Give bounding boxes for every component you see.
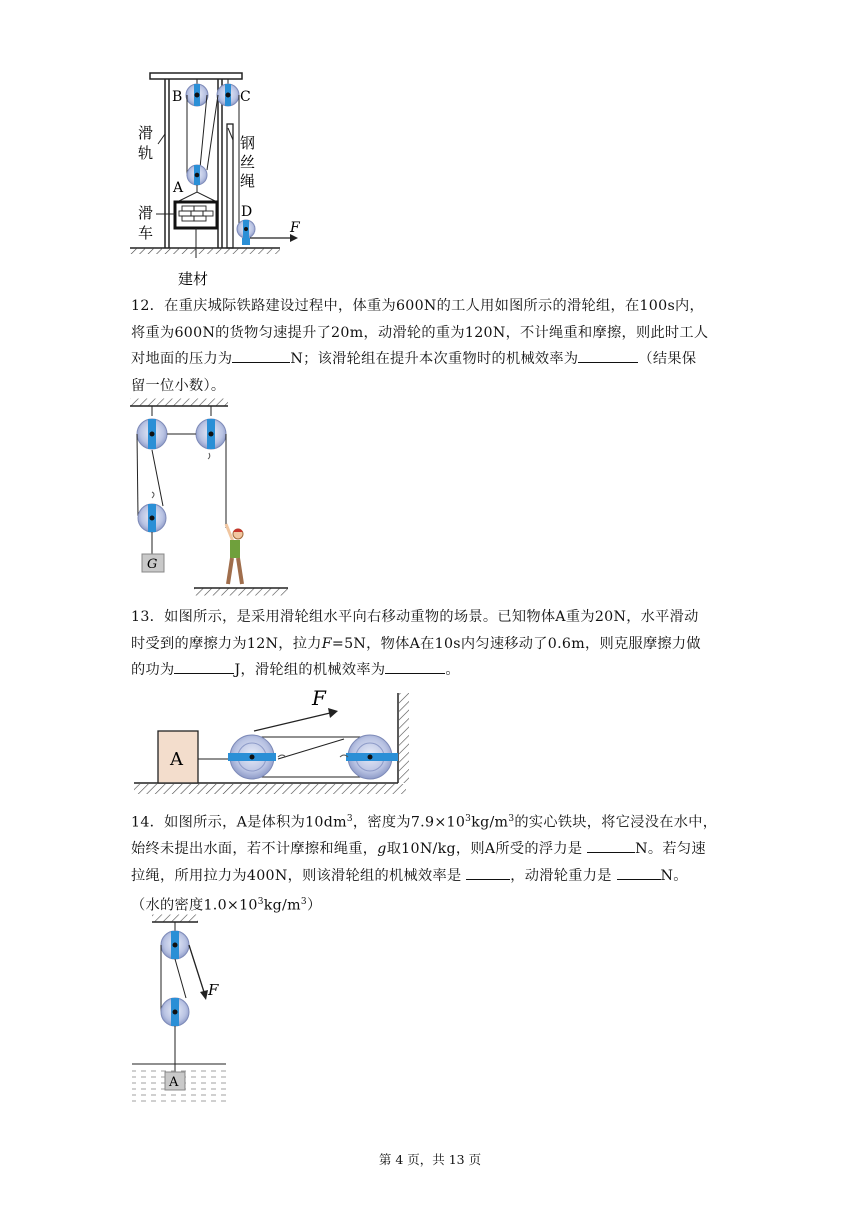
worker-figure [226,524,243,584]
force-f-label: F [312,686,326,710]
label-b: B [172,89,183,105]
weight-g-label: G [147,557,158,572]
label-f: F [290,220,300,236]
label-car-1: 滑 [138,204,154,222]
label-material: 建材 [178,270,209,288]
answer-blank-pulley-weight[interactable] [617,864,661,880]
answer-blank-efficiency-14[interactable] [466,864,510,880]
figure-q11-elevator-pulley [130,68,330,290]
figure-q12-worker-pulley [130,398,300,600]
question-12 [131,293,731,399]
label-rail-1: 滑 [138,124,154,142]
answer-blank-efficiency-13[interactable] [385,658,445,674]
block-a-label: A [170,749,183,770]
q12-line4: 留一位小数）。 [131,377,226,394]
page-footer: 第 4 页，共 13 页 [378,1152,482,1167]
q13-line2: 时受到的摩擦力为12N，拉力F=5N，物体A在10s内匀速移动了0.6m，则克服摩擦力做 [131,635,701,652]
q14-line2: 始终未提出水面，若不计摩擦和绳重，g取10N/kg，则A所受的浮力是 N。若匀速 [131,836,731,863]
q14-line3: 拉绳，所用拉力为400N，则该滑轮组的机械效率是 ，动滑轮重力是 N。 [131,863,731,890]
q14-line4: （水的密度$1.0\times 10^3kg/m^3$） [131,897,322,914]
q12-line2: 将重为600N的货物匀速提升了20m，动滑轮的重为120N，不计绳重和摩擦，则此时工人 [131,324,709,341]
label-c: C [240,89,251,105]
label-rail-2: 轨 [138,144,154,162]
q13-line3: 的功为 J，滑轮组的机械效率为 。 [131,657,731,684]
question-14 [131,806,731,919]
label-wire-1: 钢 [240,134,256,152]
answer-blank-pressure[interactable] [232,347,290,363]
q12-line1: 12．在重庆城际铁路建设过程中，体重为600N的工人用如图所示的滑轮组，在100s内， [131,298,704,314]
q12-line3: 对地面的压力为 N；该滑轮组在提升本次重物时的机械效率为 （结果保 [131,346,731,373]
answer-blank-buoyancy[interactable] [587,837,635,853]
label-car-2: 车 [138,224,154,242]
question-13 [131,604,731,684]
iron-block-a-label: A [169,1075,179,1090]
force-f-label-q14: F [208,981,219,999]
q13-line1: 13．如图所示，是采用滑轮组水平向右移动重物的场景。已知物体A重为20N，水平滑动 [131,609,699,625]
label-a: A [173,180,184,196]
q14-line1: 14．如图所示，A是体积为$10dm^3$，密度为$7.9\times 10^3kg/m^3$的实心铁块，将它浸没在水中， [131,814,718,831]
answer-blank-work[interactable] [174,658,234,674]
figure-q14-water-pulley [130,912,230,1108]
label-d: D [241,204,253,220]
label-wire-2: 丝 [240,153,256,171]
answer-blank-efficiency[interactable] [578,347,638,363]
figure-q13-horizontal-pulley [130,683,415,803]
label-wire-3: 绳 [240,172,256,190]
